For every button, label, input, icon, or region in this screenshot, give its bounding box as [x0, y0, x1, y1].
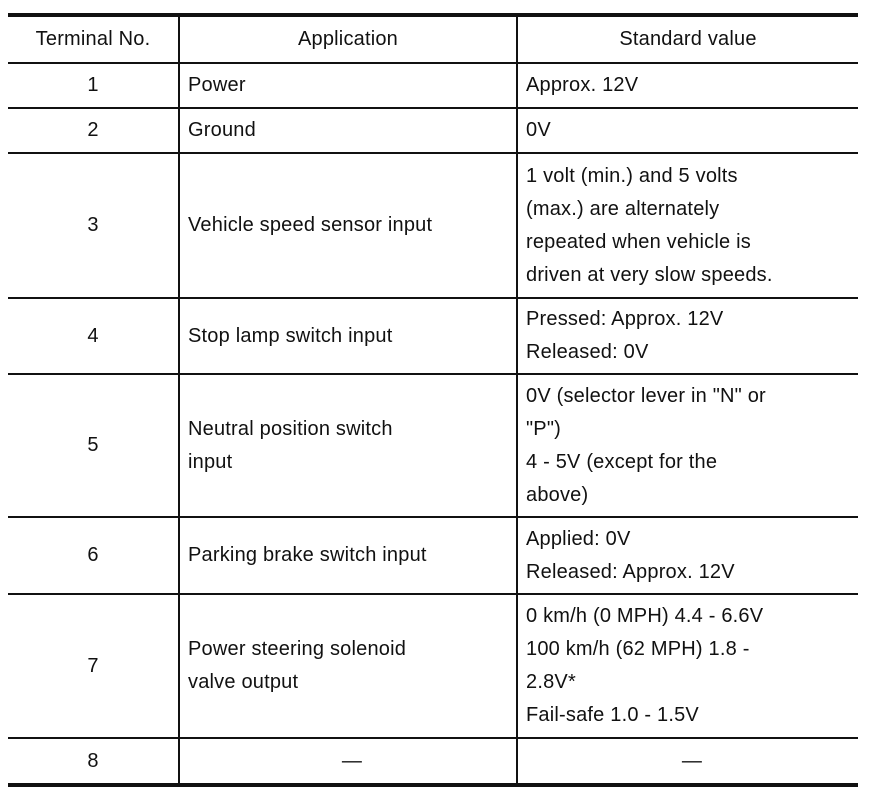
value-line: above): [526, 483, 589, 506]
terminal-number: 1: [8, 64, 180, 107]
application-line: Power steering solenoid: [188, 638, 407, 660]
table-row: [8, 739, 858, 787]
terminal-number: 8: [8, 739, 180, 783]
table-row: [8, 154, 858, 299]
terminal-number: 6: [8, 518, 180, 593]
table-row: [8, 64, 858, 109]
standard-value-cell: [518, 109, 858, 152]
value-line: driven at very slow speeds.: [526, 263, 773, 286]
terminal-number: 3: [8, 154, 180, 297]
table-row: [8, 109, 858, 154]
standard-value-cell: [518, 154, 858, 297]
value-line: Fail-safe 1.0 - 1.5V: [526, 704, 699, 726]
standard-value-cell: [518, 518, 858, 593]
application-line: valve output: [188, 671, 299, 693]
value-line: 0 km/h (0 MPH) 4.4 - 6.6V: [526, 605, 764, 627]
application-line: input: [188, 450, 233, 473]
application-cell: [180, 109, 518, 152]
value-line: repeated when vehicle is: [526, 230, 751, 253]
value-line: Released: 0V: [526, 341, 649, 363]
header-terminal-no: Terminal No.: [8, 17, 180, 62]
value-line: Approx. 12V: [526, 74, 639, 96]
value-dash: —: [681, 749, 703, 772]
value-line: Released: Approx. 12V: [526, 560, 735, 583]
table-row: [8, 518, 858, 595]
application-line: Stop lamp switch input: [188, 324, 393, 347]
application-cell: [180, 375, 518, 516]
application-cell: [180, 299, 518, 373]
value-line: 2.8V*: [526, 671, 576, 693]
standard-value-cell: [518, 595, 858, 737]
table-header-row: [8, 17, 858, 64]
terminal-number: 7: [8, 595, 180, 737]
header-application: Application: [180, 17, 518, 62]
application-cell: [180, 64, 518, 107]
value-line: 0V: [526, 119, 551, 141]
terminal-table: [8, 13, 858, 787]
application-line: Ground: [188, 119, 256, 141]
standard-value-cell: [518, 739, 858, 783]
header-standard-value: Standard value: [619, 28, 757, 50]
standard-value-cell: [518, 375, 858, 516]
value-line: 4 - 5V (except for the: [526, 450, 718, 473]
terminal-number: 2: [8, 109, 180, 152]
application-line: Vehicle speed sensor input: [188, 214, 433, 236]
application-line: Power: [188, 74, 246, 96]
terminal-number: 5: [8, 375, 180, 516]
value-line: (max.) are alternately: [526, 197, 720, 220]
application-cell: [180, 518, 518, 593]
value-line: 0V (selector lever in "N" or: [526, 384, 766, 407]
table-row: [8, 299, 858, 375]
value-line: "P"): [526, 417, 561, 440]
application-dash: —: [341, 749, 363, 772]
application-cell: [180, 154, 518, 297]
application-line: Neutral position switch: [188, 417, 393, 440]
value-line: 100 km/h (62 MPH) 1.8 -: [526, 638, 750, 660]
table-row: [8, 375, 858, 518]
value-line: Applied: 0V: [526, 527, 631, 550]
table-row: [8, 595, 858, 739]
standard-value-cell: [518, 64, 858, 107]
application-cell: [180, 739, 518, 783]
value-line: Pressed: Approx. 12V: [526, 308, 724, 330]
standard-value-cell: [518, 299, 858, 373]
application-line: Parking brake switch input: [188, 544, 427, 566]
application-cell: [180, 595, 518, 737]
value-line: 1 volt (min.) and 5 volts: [526, 164, 738, 187]
terminal-number: 4: [8, 299, 180, 373]
